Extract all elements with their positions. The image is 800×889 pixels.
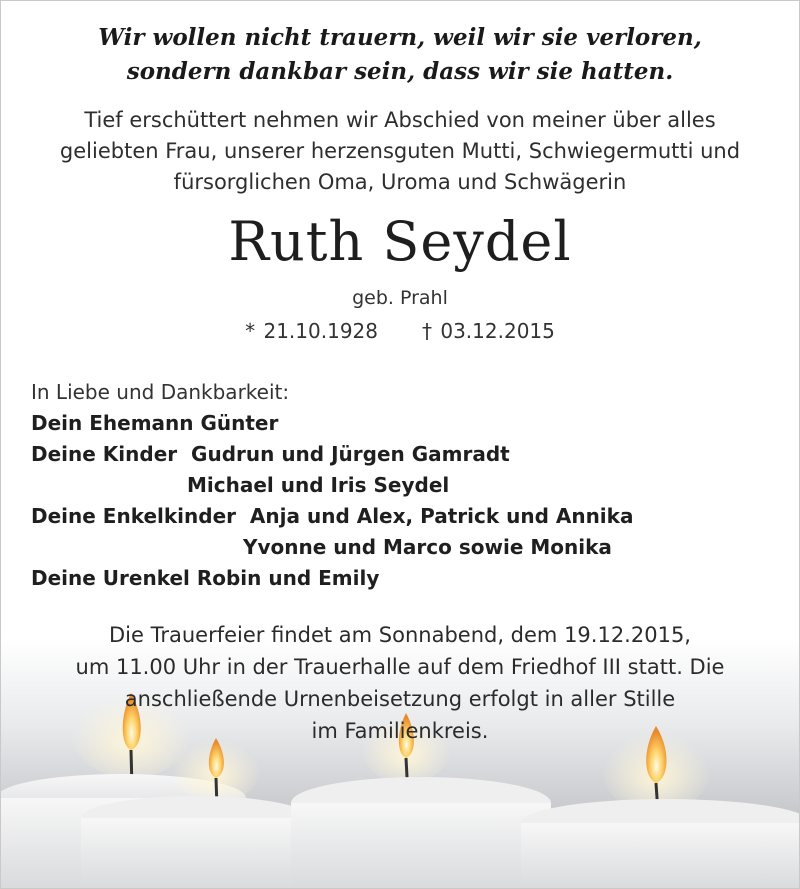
memorial-quote [1,21,799,89]
mourner-row: Deine Urenkel Robin und Emily [31,566,380,590]
maiden-name: geb. Prahl [352,287,448,309]
farewell-intro [1,105,799,198]
intro-line-1: Tief erschüttert nehmen wir Abschied von meiner über alles [84,108,716,132]
quote-line-1: Wir wollen nicht trauern, weil wir sie verloren, [98,24,702,51]
service-line-1: Die Trauerfeier findet am Sonnabend, dem 19.12.2015, [109,623,691,647]
service-line-4: im Familienkreis. [311,719,489,743]
deceased-name: Ruth Seydel [228,210,572,273]
mourner-row: Deine Kinder Gudrun und Jürgen Gamradt [31,442,510,466]
intro-line-2: geliebten Frau, unserer herzensguten Mutti, Schwiegermutti und [59,139,741,163]
quote-line-2: sondern dankbar sein, dass wir sie hatten. [126,58,674,85]
mourner-row: Yvonne und Marco sowie Monika [243,535,612,559]
mourners-list [31,377,769,594]
birth-date: * 21.10.1928 [245,319,378,343]
mourner-row: Dein Ehemann Günter [31,411,279,435]
intro-line-3: fürsorglichen Oma, Uroma und Schwägerin [173,170,627,194]
life-dates [1,319,799,343]
mourner-row: Deine Enkelkinder Anja und Alex, Patrick und Annika [31,504,634,528]
service-line-2: um 11.00 Uhr in der Trauerhalle auf dem Friedhof III statt. Die [75,655,725,679]
mourner-row: Michael und Iris Seydel [187,473,450,497]
service-line-3: anschließende Urnenbeisetzung erfolgt in aller Stille [124,687,676,711]
mourners-intro: In Liebe und Dankbarkeit: [31,380,290,404]
funeral-service-info [1,619,799,747]
death-date: † 03.12.2015 [422,319,555,343]
